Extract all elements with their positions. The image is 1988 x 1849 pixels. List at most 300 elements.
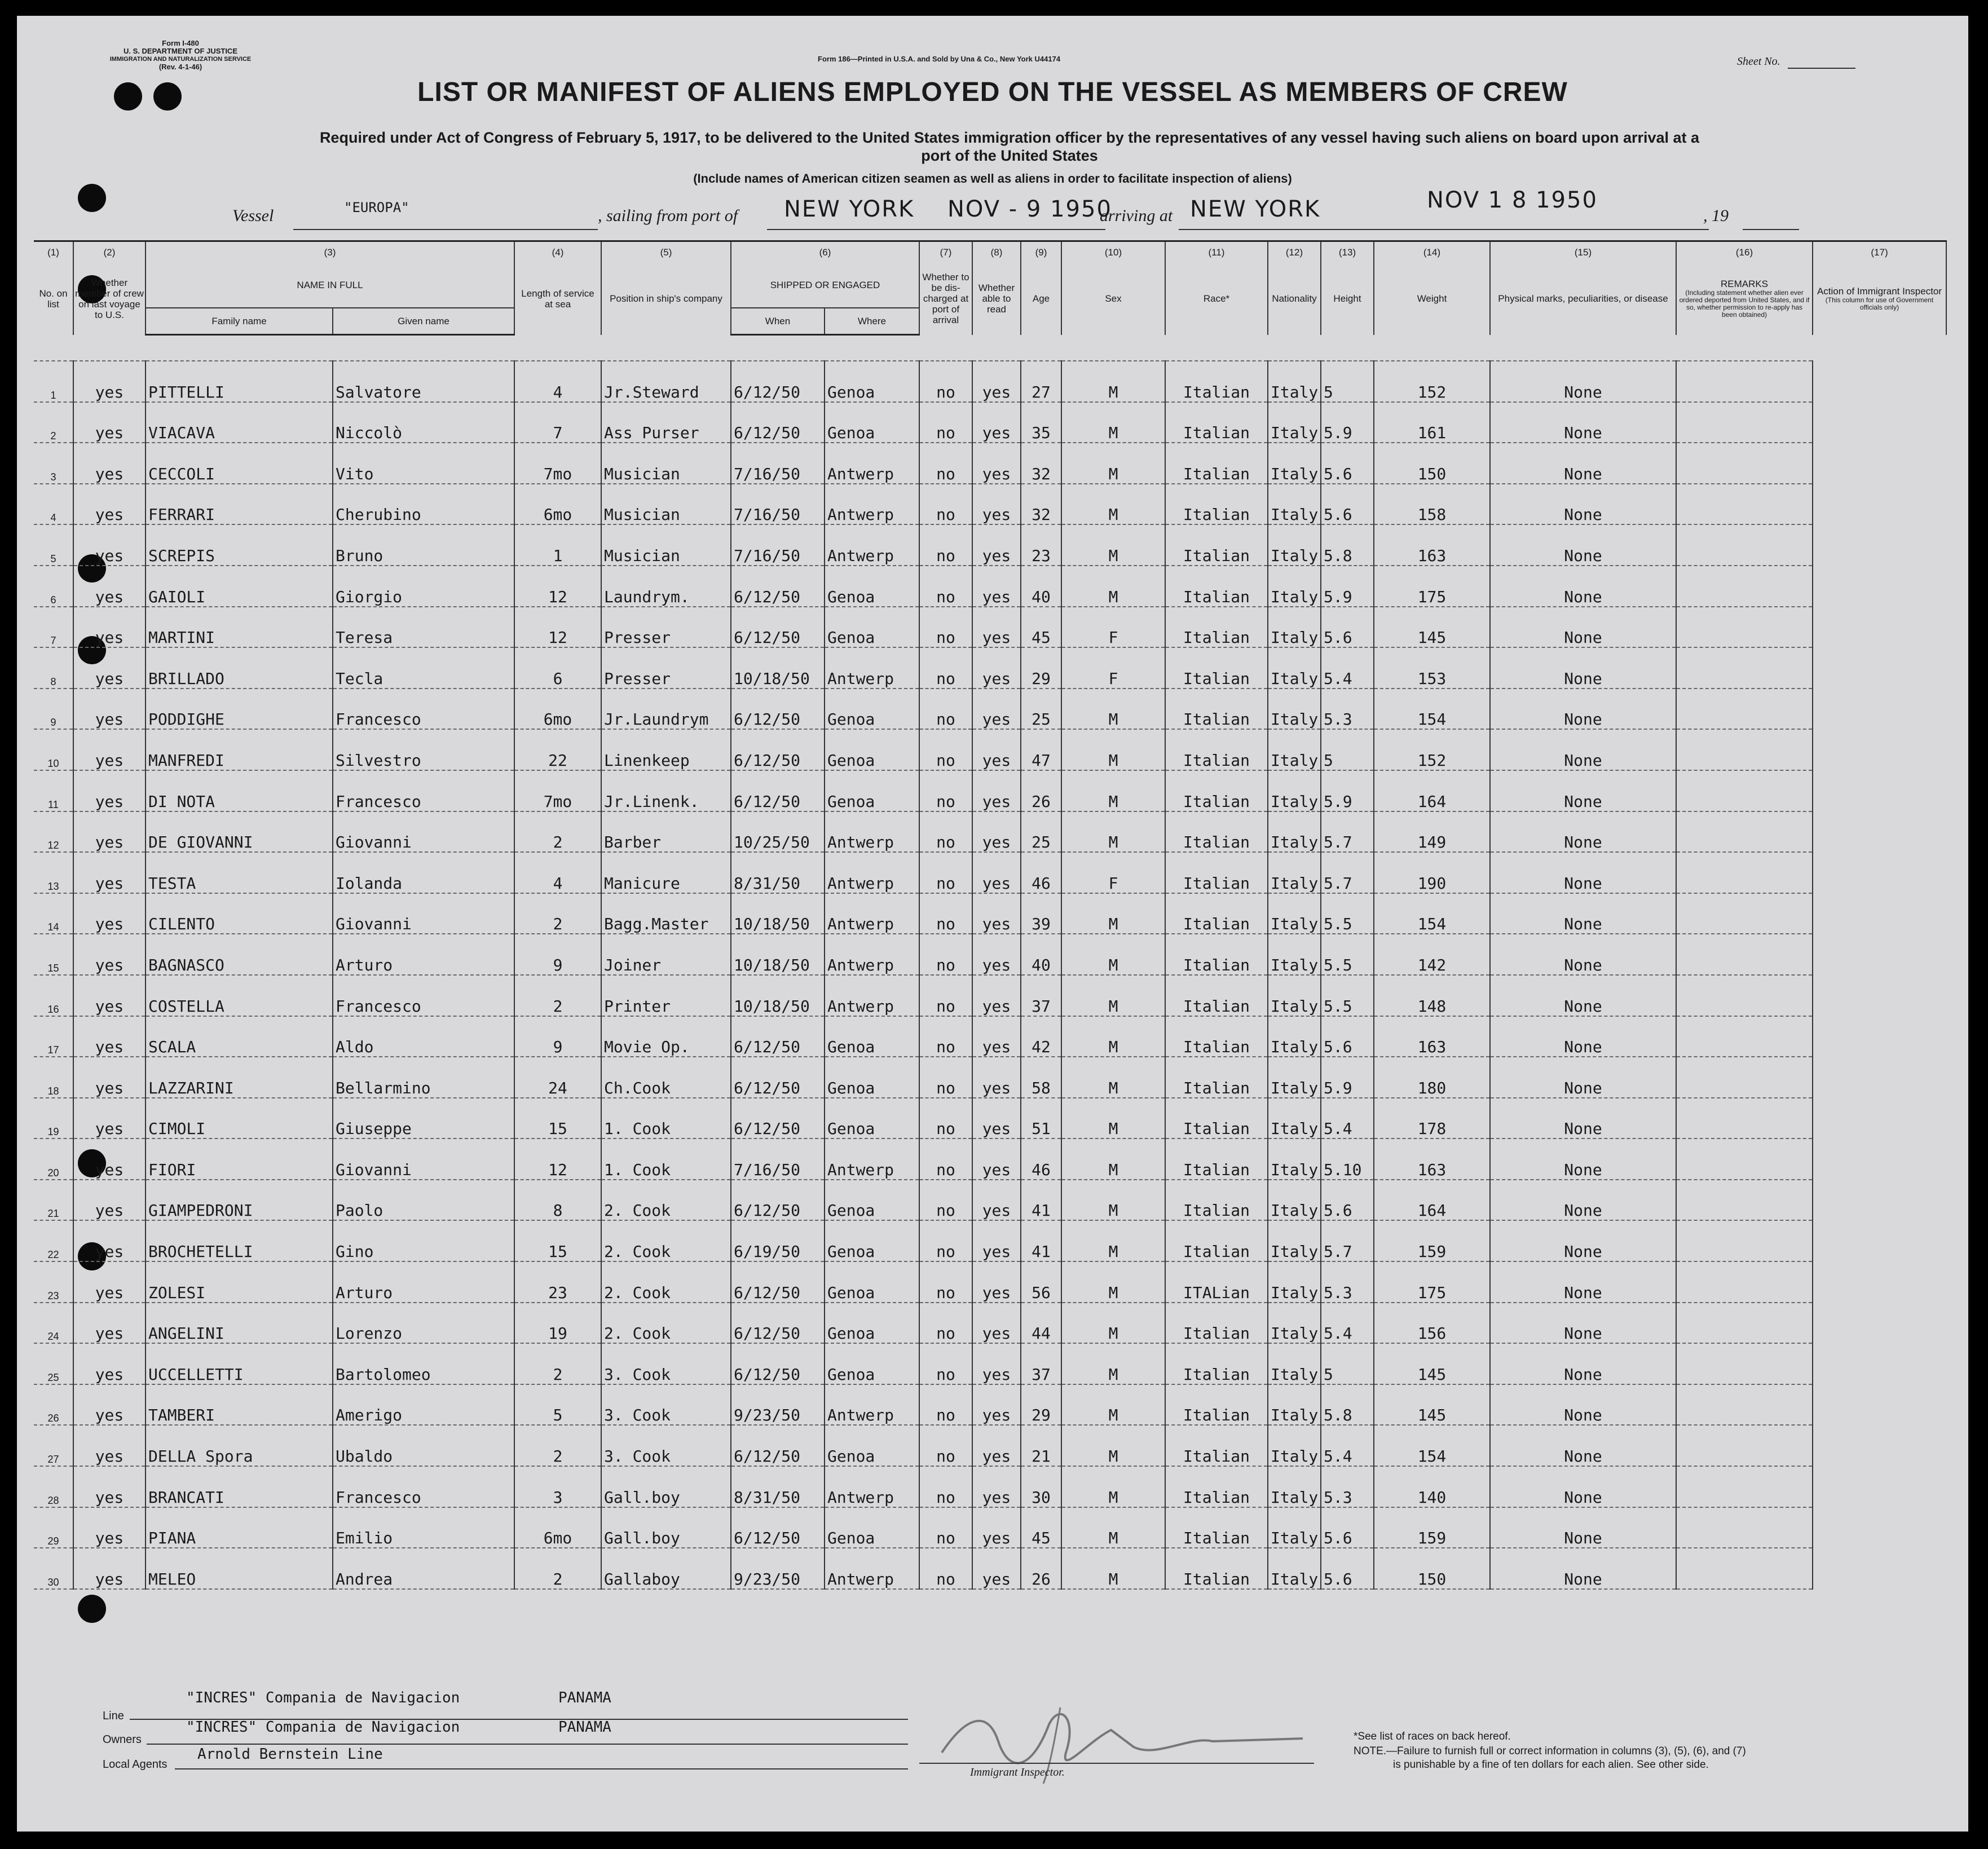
race-cell: ITALian xyxy=(1165,1261,1268,1303)
discharged-cell: no xyxy=(919,1180,972,1221)
race-cell: Italian xyxy=(1165,1303,1268,1344)
table-row xyxy=(34,484,1946,525)
last-voyage-cell: yes xyxy=(73,934,146,975)
height-cell: 5.5 xyxy=(1321,975,1374,1016)
able-read-cell: yes xyxy=(972,770,1021,811)
race-cell: Italian xyxy=(1165,1548,1268,1589)
shipped-where-cell: Antwerp xyxy=(825,811,919,853)
race-cell: Italian xyxy=(1165,484,1268,525)
position-cell: 3. Cook xyxy=(601,1384,731,1426)
given-name-cell: Francesco xyxy=(333,770,514,811)
shipped-where-cell: Genoa xyxy=(825,566,919,607)
table-row xyxy=(34,1466,1946,1507)
able-read-cell: yes xyxy=(972,689,1021,730)
physical-marks-cell: None xyxy=(1490,1507,1676,1548)
weight-cell: 154 xyxy=(1374,893,1490,934)
age-cell: 25 xyxy=(1021,689,1061,730)
weight-cell: 145 xyxy=(1374,607,1490,648)
remarks-cell xyxy=(1676,1180,1813,1221)
remarks-cell xyxy=(1676,1507,1813,1548)
position-cell: Gall.boy xyxy=(601,1466,731,1507)
able-read-cell: yes xyxy=(972,1507,1021,1548)
service-length-cell: 12 xyxy=(514,1138,601,1180)
row-number: 24 xyxy=(34,1303,73,1344)
service-length-cell: 2 xyxy=(514,811,601,853)
position-cell: 2. Cook xyxy=(601,1180,731,1221)
row-number: 30 xyxy=(34,1548,73,1589)
sex-cell: M xyxy=(1061,1303,1165,1344)
sex-cell: M xyxy=(1061,443,1165,484)
row-number: 11 xyxy=(34,770,73,811)
height-cell: 5.6 xyxy=(1321,1180,1374,1221)
physical-marks-cell: None xyxy=(1490,402,1676,443)
physical-marks-cell: None xyxy=(1490,852,1676,893)
able-read-cell: yes xyxy=(972,893,1021,934)
family-name-cell: VIACAVA xyxy=(146,402,333,443)
last-voyage-cell: yes xyxy=(73,689,146,730)
discharged-cell: no xyxy=(919,1057,972,1098)
position-cell: Laundrym. xyxy=(601,566,731,607)
shipped-where-cell: Antwerp xyxy=(825,524,919,566)
position-cell: 3. Cook xyxy=(601,1343,731,1384)
weight-cell: 142 xyxy=(1374,934,1490,975)
row-number: 18 xyxy=(34,1057,73,1098)
family-name-cell: BROCHETELLI xyxy=(146,1220,333,1261)
height-cell: 5.7 xyxy=(1321,811,1374,853)
nationality-cell: Italy xyxy=(1268,1548,1321,1589)
position-cell: Jr.Steward xyxy=(601,361,731,402)
age-cell: 41 xyxy=(1021,1220,1061,1261)
sex-cell: M xyxy=(1061,484,1165,525)
height-cell: 5.7 xyxy=(1321,852,1374,893)
race-cell: Italian xyxy=(1165,1016,1268,1057)
nationality-cell: Italy xyxy=(1268,852,1321,893)
last-voyage-cell: yes xyxy=(73,1425,146,1466)
crew-manifest-table xyxy=(34,240,1947,1590)
remarks-cell xyxy=(1676,1384,1813,1426)
remarks-cell xyxy=(1676,566,1813,607)
sex-cell: M xyxy=(1061,566,1165,607)
row-number: 1 xyxy=(34,361,73,402)
height-cell: 5.8 xyxy=(1321,524,1374,566)
service-length-cell: 6mo xyxy=(514,484,601,525)
last-voyage-cell: yes xyxy=(73,975,146,1016)
row-number: 14 xyxy=(34,893,73,934)
remarks-cell xyxy=(1676,811,1813,853)
last-voyage-cell: yes xyxy=(73,1548,146,1589)
family-name-cell: CILENTO xyxy=(146,893,333,934)
last-voyage-cell: yes xyxy=(73,893,146,934)
shipped-when-cell: 10/18/50 xyxy=(731,893,825,934)
remarks-cell xyxy=(1676,893,1813,934)
race-cell: Italian xyxy=(1165,607,1268,648)
physical-marks-cell: None xyxy=(1490,1261,1676,1303)
discharged-cell: no xyxy=(919,934,972,975)
last-voyage-cell: yes xyxy=(73,1343,146,1384)
shipped-when-cell: 6/12/50 xyxy=(731,770,825,811)
remarks-cell xyxy=(1676,402,1813,443)
nationality-cell: Italy xyxy=(1268,1098,1321,1139)
service-length-cell: 2 xyxy=(514,1343,601,1384)
able-read-cell: yes xyxy=(972,934,1021,975)
service-length-cell: 6mo xyxy=(514,1507,601,1548)
sex-cell: M xyxy=(1061,1220,1165,1261)
weight-cell: 154 xyxy=(1374,689,1490,730)
weight-cell: 145 xyxy=(1374,1384,1490,1426)
line-company: "INCRES" Compania de Navigacion xyxy=(186,1689,460,1706)
height-cell: 5 xyxy=(1321,361,1374,402)
age-cell: 29 xyxy=(1021,647,1061,689)
position-cell: 3. Cook xyxy=(601,1425,731,1466)
age-cell: 44 xyxy=(1021,1303,1061,1344)
weight-cell: 163 xyxy=(1374,1016,1490,1057)
shipped-when-cell: 6/12/50 xyxy=(731,1057,825,1098)
sex-cell: M xyxy=(1061,1016,1165,1057)
col-12-number: (12) xyxy=(1268,241,1321,263)
remarks-cell xyxy=(1676,1057,1813,1098)
discharged-cell: no xyxy=(919,402,972,443)
arriving-date-stamp: NOV 1 8 1950 xyxy=(1427,187,1598,213)
nationality-cell: Italy xyxy=(1268,1220,1321,1261)
sex-cell: M xyxy=(1061,1098,1165,1139)
shipped-when-cell: 6/12/50 xyxy=(731,1343,825,1384)
remarks-cell xyxy=(1676,975,1813,1016)
shipped-where-cell: Genoa xyxy=(825,689,919,730)
col-7-number: (7) xyxy=(919,241,972,263)
age-cell: 46 xyxy=(1021,852,1061,893)
sailing-underline xyxy=(767,229,1105,230)
given-name-cell: Niccolò xyxy=(333,402,514,443)
owners-label: Owners xyxy=(103,1733,142,1746)
age-cell: 47 xyxy=(1021,729,1061,770)
nationality-cell: Italy xyxy=(1268,1303,1321,1344)
discharged-cell: no xyxy=(919,524,972,566)
race-cell: Italian xyxy=(1165,1057,1268,1098)
last-voyage-cell: yes xyxy=(73,1098,146,1139)
service-length-cell: 9 xyxy=(514,934,601,975)
shipped-when-cell: 6/12/50 xyxy=(731,1016,825,1057)
nationality-cell: Italy xyxy=(1268,524,1321,566)
family-name-cell: SCREPIS xyxy=(146,524,333,566)
col-14-number: (14) xyxy=(1374,241,1490,263)
shipped-where-cell: Antwerp xyxy=(825,1466,919,1507)
race-cell: Italian xyxy=(1165,975,1268,1016)
nationality-cell: Italy xyxy=(1268,1138,1321,1180)
table-row xyxy=(34,729,1946,770)
remarks-cell xyxy=(1676,647,1813,689)
col-9-number: (9) xyxy=(1021,241,1061,263)
weight-cell: 163 xyxy=(1374,524,1490,566)
remarks-cell xyxy=(1676,1343,1813,1384)
table-row xyxy=(34,1425,1946,1466)
shipped-where-cell: Genoa xyxy=(825,1425,919,1466)
line-label: Line xyxy=(103,1710,124,1722)
able-read-cell: yes xyxy=(972,1303,1021,1344)
shipped-when-cell: 6/12/50 xyxy=(731,729,825,770)
family-name-cell: BRANCATI xyxy=(146,1466,333,1507)
physical-marks-cell: None xyxy=(1490,1466,1676,1507)
weight-cell: 164 xyxy=(1374,770,1490,811)
owners-country: PANAMA xyxy=(558,1719,611,1736)
service-length-cell: 4 xyxy=(514,852,601,893)
weight-cell: 175 xyxy=(1374,1261,1490,1303)
service-length-cell: 9 xyxy=(514,1016,601,1057)
race-cell: Italian xyxy=(1165,402,1268,443)
physical-marks-cell: None xyxy=(1490,1016,1676,1057)
race-cell: Italian xyxy=(1165,443,1268,484)
sex-cell: M xyxy=(1061,1507,1165,1548)
service-length-cell: 7mo xyxy=(514,443,601,484)
sex-cell: M xyxy=(1061,1425,1165,1466)
sex-cell: M xyxy=(1061,1548,1165,1589)
nationality-cell: Italy xyxy=(1268,361,1321,402)
shipped-when-cell: 9/23/50 xyxy=(731,1384,825,1426)
weight-cell: 148 xyxy=(1374,975,1490,1016)
race-cell: Italian xyxy=(1165,1425,1268,1466)
position-cell: Bagg.Master xyxy=(601,893,731,934)
shipped-when-cell: 6/12/50 xyxy=(731,1303,825,1344)
shipped-where-cell: Antwerp xyxy=(825,934,919,975)
row-number: 21 xyxy=(34,1180,73,1221)
service-length-cell: 15 xyxy=(514,1098,601,1139)
given-name-cell: Giovanni xyxy=(333,811,514,853)
col-16-number: (16) xyxy=(1676,241,1813,263)
remarks-cell xyxy=(1676,729,1813,770)
remarks-cell xyxy=(1676,770,1813,811)
discharged-cell: no xyxy=(919,647,972,689)
shipped-when-cell: 6/12/50 xyxy=(731,607,825,648)
shipped-where-cell: Genoa xyxy=(825,1057,919,1098)
given-name-cell: Cherubino xyxy=(333,484,514,525)
family-name-cell: COSTELLA xyxy=(146,975,333,1016)
physical-marks-cell: None xyxy=(1490,1220,1676,1261)
printer-line: Form 186—Printed in U.S.A. and Sold by Una & Co., New York U44174 xyxy=(818,55,1061,63)
able-read-cell: yes xyxy=(972,484,1021,525)
age-cell: 37 xyxy=(1021,1343,1061,1384)
weight-cell: 149 xyxy=(1374,811,1490,853)
service-length-cell: 22 xyxy=(514,729,601,770)
physical-marks-cell: None xyxy=(1490,443,1676,484)
discharged-cell: no xyxy=(919,1261,972,1303)
able-read-cell: yes xyxy=(972,1425,1021,1466)
height-cell: 5.3 xyxy=(1321,689,1374,730)
age-cell: 58 xyxy=(1021,1057,1061,1098)
row-number: 27 xyxy=(34,1425,73,1466)
shipped-when-cell: 8/31/50 xyxy=(731,852,825,893)
age-cell: 23 xyxy=(1021,524,1061,566)
year-underline xyxy=(1743,229,1799,230)
height-cell: 5.6 xyxy=(1321,484,1374,525)
remarks-cell xyxy=(1676,1016,1813,1057)
able-read-cell: yes xyxy=(972,852,1021,893)
remarks-cell xyxy=(1676,1098,1813,1139)
nationality-cell: Italy xyxy=(1268,893,1321,934)
physical-marks-cell: None xyxy=(1490,361,1676,402)
given-name-cell: Francesco xyxy=(333,975,514,1016)
race-cell: Italian xyxy=(1165,1138,1268,1180)
given-name-cell: Bellarmino xyxy=(333,1057,514,1098)
table-row xyxy=(34,1343,1946,1384)
shipped-where-cell: Genoa xyxy=(825,1016,919,1057)
discharged-cell: no xyxy=(919,975,972,1016)
remarks-cell xyxy=(1676,689,1813,730)
position-cell: 2. Cook xyxy=(601,1303,731,1344)
age-cell: 56 xyxy=(1021,1261,1061,1303)
weight-cell: 159 xyxy=(1374,1220,1490,1261)
col-6-number: (6) xyxy=(731,241,919,263)
col-17-number: (17) xyxy=(1813,241,1946,263)
able-read-cell: yes xyxy=(972,1057,1021,1098)
weight-cell: 156 xyxy=(1374,1303,1490,1344)
table-row xyxy=(34,524,1946,566)
family-name-cell: FIORI xyxy=(146,1138,333,1180)
sex-cell: M xyxy=(1061,1138,1165,1180)
form-id-block xyxy=(102,39,259,71)
position-cell: Presser xyxy=(601,647,731,689)
shipped-where-cell: Genoa xyxy=(825,1507,919,1548)
age-cell: 29 xyxy=(1021,1384,1061,1426)
able-read-cell: yes xyxy=(972,402,1021,443)
height-cell: 5.10 xyxy=(1321,1138,1374,1180)
discharged-cell: no xyxy=(919,893,972,934)
table-row xyxy=(34,1138,1946,1180)
discharged-cell: no xyxy=(919,566,972,607)
family-name-cell: SCALA xyxy=(146,1016,333,1057)
row-number: 9 xyxy=(34,689,73,730)
service-length-cell: 6 xyxy=(514,647,601,689)
given-name-cell: Lorenzo xyxy=(333,1303,514,1344)
family-name-cell: PODDIGHE xyxy=(146,689,333,730)
position-cell: Ch.Cook xyxy=(601,1057,731,1098)
header-where: Where xyxy=(825,308,919,335)
given-name-cell: Tecla xyxy=(333,647,514,689)
shipped-where-cell: Genoa xyxy=(825,1343,919,1384)
remarks-title: REMARKS xyxy=(1720,279,1769,289)
age-cell: 40 xyxy=(1021,934,1061,975)
sex-cell: M xyxy=(1061,1384,1165,1426)
race-cell: Italian xyxy=(1165,1466,1268,1507)
col-15-number: (15) xyxy=(1490,241,1676,263)
header-race: Race* xyxy=(1165,263,1268,335)
service-length-cell: 5 xyxy=(514,1384,601,1426)
discharged-cell: no xyxy=(919,1220,972,1261)
physical-marks-cell: None xyxy=(1490,1548,1676,1589)
header-shipped: SHIPPED OR ENGAGED xyxy=(731,263,919,308)
family-name-cell: CECCOLI xyxy=(146,443,333,484)
table-row xyxy=(34,1384,1946,1426)
table-row xyxy=(34,1507,1946,1548)
col-3-number: (3) xyxy=(146,241,514,263)
race-cell: Italian xyxy=(1165,1507,1268,1548)
given-name-cell: Arturo xyxy=(333,934,514,975)
subtitle xyxy=(147,129,1872,165)
col-13-number: (13) xyxy=(1321,241,1374,263)
sex-cell: M xyxy=(1061,689,1165,730)
last-voyage-cell: yes xyxy=(73,484,146,525)
shipped-where-cell: Genoa xyxy=(825,770,919,811)
nationality-cell: Italy xyxy=(1268,1343,1321,1384)
sailing-date-stamp: NOV - 9 1950 xyxy=(947,196,1112,222)
sex-cell: M xyxy=(1061,1057,1165,1098)
remarks-cell xyxy=(1676,1466,1813,1507)
col-1-number: (1) xyxy=(34,241,73,263)
nationality-cell: Italy xyxy=(1268,975,1321,1016)
height-cell: 5.6 xyxy=(1321,1016,1374,1057)
given-name-cell: Francesco xyxy=(333,1466,514,1507)
weight-cell: 145 xyxy=(1374,1343,1490,1384)
revision: (Rev. 4-1-46) xyxy=(158,63,202,71)
age-cell: 41 xyxy=(1021,1180,1061,1221)
service-length-cell: 3 xyxy=(514,1466,601,1507)
family-name-cell: GAIOLI xyxy=(146,566,333,607)
nationality-cell: Italy xyxy=(1268,770,1321,811)
able-read-cell: yes xyxy=(972,1098,1021,1139)
remarks-cell xyxy=(1676,1303,1813,1344)
sailing-label: , sailing from port of xyxy=(598,206,738,225)
shipped-when-cell: 9/23/50 xyxy=(731,1548,825,1589)
header-name-in-full: NAME IN FULL xyxy=(146,263,514,308)
position-cell: 1. Cook xyxy=(601,1138,731,1180)
race-cell: Italian xyxy=(1165,852,1268,893)
weight-cell: 163 xyxy=(1374,1138,1490,1180)
physical-marks-cell: None xyxy=(1490,1098,1676,1139)
row-number: 17 xyxy=(34,1016,73,1057)
discharged-cell: no xyxy=(919,1548,972,1589)
row-number: 4 xyxy=(34,484,73,525)
action-title: Action of Immigrant Inspector xyxy=(1817,286,1942,297)
service-length-cell: 8 xyxy=(514,1180,601,1221)
sailing-port: NEW YORK xyxy=(784,196,915,222)
height-cell: 5.4 xyxy=(1321,647,1374,689)
discharged-cell: no xyxy=(919,1384,972,1426)
header-age: Age xyxy=(1021,263,1061,335)
subtitle-note: (Include names of American citizen seamen as well as aliens in order to facilitate inspection of aliens) xyxy=(693,171,1292,186)
race-cell: Italian xyxy=(1165,1098,1268,1139)
nationality-cell: Italy xyxy=(1268,811,1321,853)
age-cell: 32 xyxy=(1021,484,1061,525)
header-height: Height xyxy=(1321,263,1374,335)
race-cell: Italian xyxy=(1165,1384,1268,1426)
physical-marks-cell: None xyxy=(1490,566,1676,607)
table-row xyxy=(34,893,1946,934)
age-cell: 46 xyxy=(1021,1138,1061,1180)
line-country: PANAMA xyxy=(558,1689,611,1706)
header-sex: Sex xyxy=(1061,263,1165,335)
agents-name: Arnold Bernstein Line xyxy=(197,1746,383,1763)
service-length-cell: 2 xyxy=(514,1548,601,1589)
shipped-when-cell: 10/25/50 xyxy=(731,811,825,853)
position-cell: 1. Cook xyxy=(601,1098,731,1139)
last-voyage-cell: yes xyxy=(73,729,146,770)
family-name-cell: MANFREDI xyxy=(146,729,333,770)
service-length-cell: 23 xyxy=(514,1261,601,1303)
sex-cell: M xyxy=(1061,893,1165,934)
weight-cell: 152 xyxy=(1374,361,1490,402)
shipped-when-cell: 10/18/50 xyxy=(731,647,825,689)
header-given-name: Given name xyxy=(333,308,514,335)
discharged-cell: no xyxy=(919,1425,972,1466)
header-last-voyage: Whether member of crew on last voyage to U.S. xyxy=(73,263,146,335)
last-voyage-cell: yes xyxy=(73,770,146,811)
height-cell: 5.9 xyxy=(1321,566,1374,607)
punch-hole xyxy=(78,1595,106,1623)
sheet-no-label: Sheet No. xyxy=(1737,55,1780,68)
shipped-when-cell: 6/19/50 xyxy=(731,1220,825,1261)
table-row xyxy=(34,1098,1946,1139)
height-cell: 5.9 xyxy=(1321,1057,1374,1098)
family-name-cell: PITTELLI xyxy=(146,361,333,402)
remarks-cell xyxy=(1676,1220,1813,1261)
